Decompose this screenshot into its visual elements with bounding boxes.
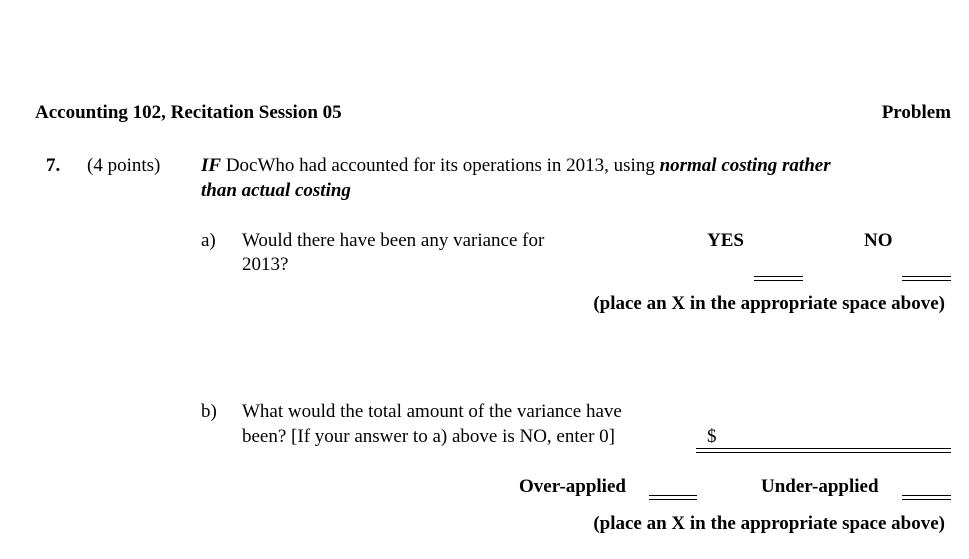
question-number: 7. <box>46 155 61 176</box>
part-a-instruction: (place an X in the appropriate space above) <box>593 293 945 314</box>
no-label: NO <box>864 230 893 251</box>
variance-amount-blank[interactable] <box>696 448 951 453</box>
no-answer-blank[interactable] <box>902 276 951 281</box>
part-b-label: b) <box>201 401 217 422</box>
intro-emphasis-1: normal costing rather <box>659 155 831 176</box>
part-b-text-2: been? [If your answer to a) above is NO, enter 0] <box>242 426 615 447</box>
part-b-text-1: What would the total amount of the variance have <box>242 401 622 422</box>
problem-label: Problem <box>881 102 951 123</box>
over-applied-blank[interactable] <box>649 495 697 500</box>
question-points: (4 points) <box>87 155 161 176</box>
intro-if: IF <box>201 155 222 176</box>
yes-label: YES <box>707 230 744 251</box>
part-b-instruction: (place an X in the appropriate space above) <box>593 513 945 534</box>
part-a-text-1: Would there have been any variance for <box>242 230 545 251</box>
currency-symbol: $ <box>707 426 717 447</box>
intro-emphasis-2: than actual costing <box>201 180 351 201</box>
under-applied-blank[interactable] <box>902 495 951 500</box>
intro-text: DocWho had accounted for its operations in 2013, using <box>221 155 660 176</box>
part-a-text-2: 2013? <box>242 254 289 275</box>
part-a-label: a) <box>201 230 216 251</box>
question-intro <box>201 154 831 178</box>
document-title: Accounting 102, Recitation Session 05 <box>35 102 342 123</box>
yes-answer-blank[interactable] <box>754 276 803 281</box>
over-applied-label: Over-applied <box>519 476 626 497</box>
under-applied-label: Under-applied <box>761 476 879 497</box>
